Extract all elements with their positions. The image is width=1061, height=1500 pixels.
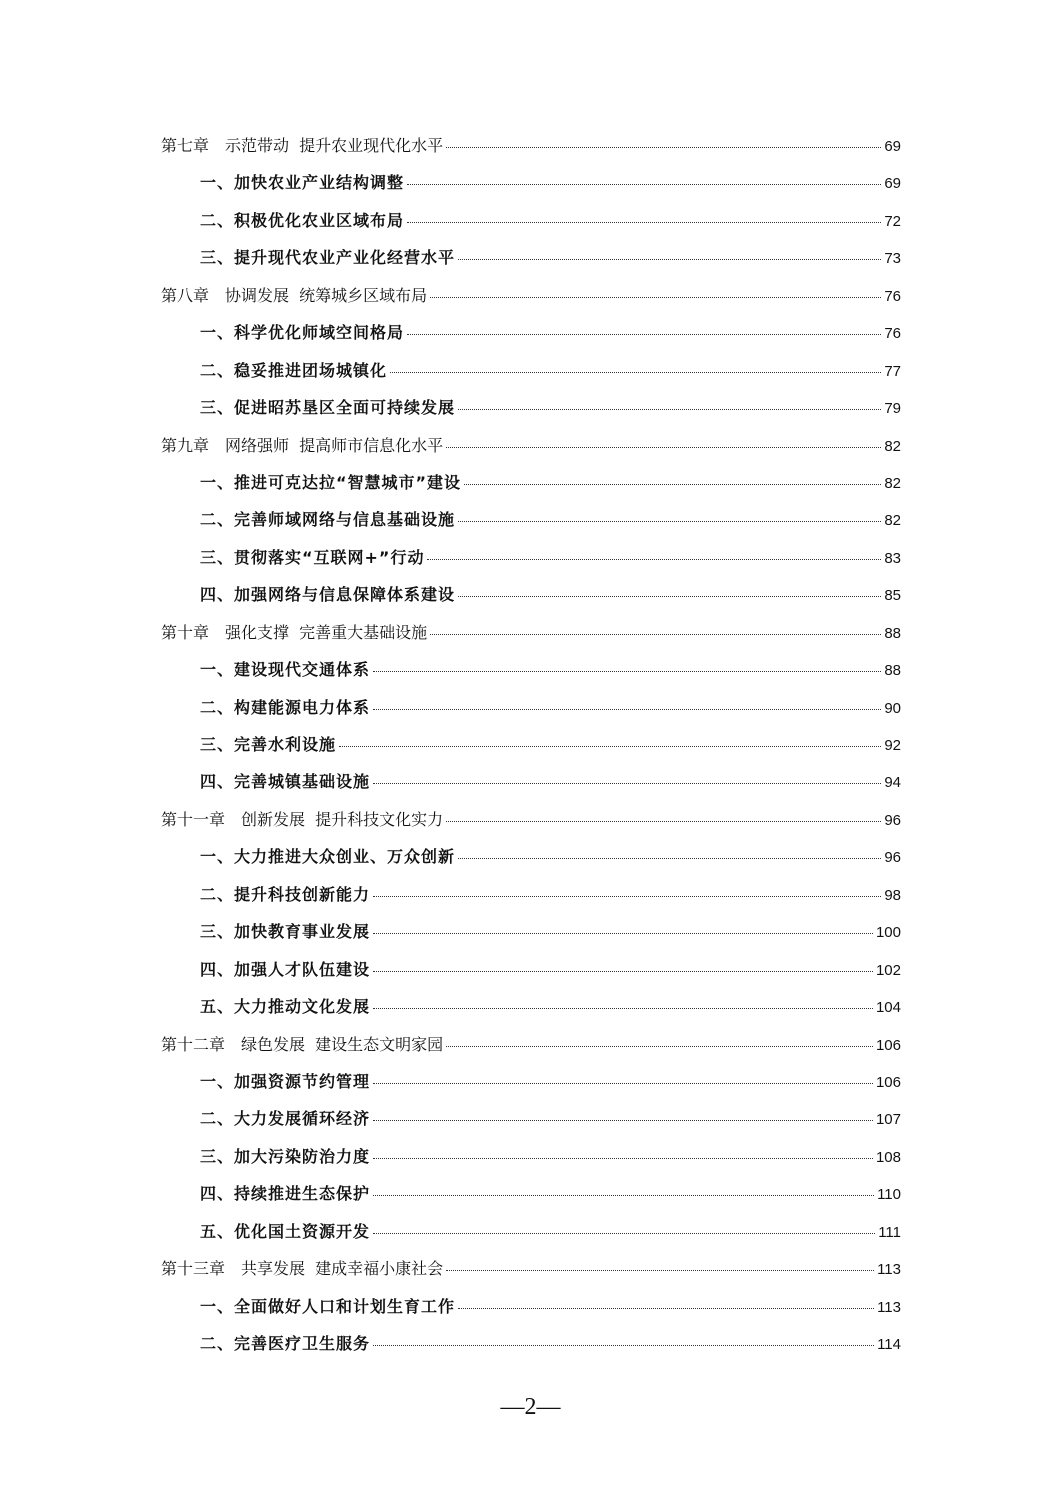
toc-section-entry[interactable]	[161, 732, 901, 769]
dot-leader	[373, 671, 881, 672]
toc-entry-title: 三、加大污染防治力度	[200, 1146, 371, 1166]
toc-section-entry[interactable]	[161, 245, 901, 282]
toc-section-entry[interactable]	[161, 657, 901, 694]
toc-entry-page-number: 79	[884, 400, 901, 418]
toc-entry-title: 第九章 网络强师 提高师市信息化水平	[161, 435, 444, 455]
toc-entry-title: 一、加快农业产业结构调整	[200, 173, 405, 193]
toc-entry-title: 一、加强资源节约管理	[200, 1071, 371, 1091]
dot-leader	[373, 709, 881, 710]
toc-entry-title: 三、贯彻落实“互联网+”行动	[200, 547, 425, 567]
toc-entry-title: 三、完善水利设施	[200, 735, 337, 754]
toc-entry-title: 一、科学优化师域空间格局	[200, 323, 405, 343]
toc-entry-page-number: 113	[877, 1261, 901, 1279]
toc-entry-page-number: 82	[884, 512, 901, 530]
toc-entry-page-number: 85	[884, 587, 901, 605]
toc-entry-page-number: 114	[877, 1336, 901, 1353]
toc-section-entry[interactable]	[161, 695, 901, 732]
dot-leader	[446, 1270, 874, 1271]
toc-entry-page-number: 88	[884, 624, 901, 642]
toc-entry-page-number: 88	[884, 662, 901, 680]
toc-section-entry[interactable]	[161, 1181, 901, 1218]
toc-entry-title: 四、持续推进生态保护	[200, 1184, 371, 1204]
toc-section-entry[interactable]	[161, 1069, 901, 1106]
toc-section-entry[interactable]	[161, 1294, 901, 1331]
toc-entry-page-number: 107	[875, 1111, 901, 1129]
dot-leader	[464, 484, 881, 485]
toc-entry-page-number: 111	[878, 1223, 901, 1241]
dot-leader	[458, 409, 881, 410]
toc-entry-title: 二、构建能源电力体系	[200, 697, 371, 717]
toc-entry-title: 一、建设现代交通体系	[200, 660, 371, 680]
toc-entry-page-number: 106	[875, 1073, 901, 1091]
toc-chapter-entry[interactable]	[161, 1032, 901, 1069]
toc-section-entry[interactable]	[161, 957, 901, 994]
toc-section-entry[interactable]	[161, 320, 901, 357]
dot-leader	[446, 821, 881, 822]
toc-entry-page-number: 106	[875, 1036, 901, 1054]
toc-entry-title: 二、大力发展循环经济	[200, 1109, 371, 1129]
toc-entry-page-number: 98	[884, 886, 901, 904]
toc-entry-title: 第七章 示范带动 提升农业现代化水平	[161, 136, 444, 155]
dot-leader	[373, 896, 881, 897]
toc-entry-title: 二、稳妥推进团场城镇化	[200, 360, 388, 380]
toc-entry-page-number: 113	[877, 1298, 901, 1316]
toc-entry-page-number: 110	[877, 1186, 901, 1204]
table-of-contents	[161, 133, 901, 1368]
dot-leader	[339, 746, 881, 747]
toc-entry-title: 二、积极优化农业区域布局	[200, 210, 405, 230]
toc-entry-title: 一、大力推进大众创业、万众创新	[200, 847, 456, 867]
toc-entry-title: 三、提升现代农业产业化经营水平	[200, 248, 456, 268]
toc-entry-page-number: 104	[875, 999, 901, 1017]
dot-leader	[407, 334, 881, 335]
dot-leader	[458, 521, 881, 522]
toc-section-entry[interactable]	[161, 507, 901, 544]
toc-section-entry[interactable]	[161, 882, 901, 919]
toc-section-entry[interactable]	[161, 582, 901, 619]
toc-entry-page-number: 76	[884, 325, 901, 343]
toc-entry-page-number: 73	[884, 250, 901, 268]
dot-leader	[427, 559, 881, 560]
dot-leader	[373, 971, 873, 972]
dot-leader	[373, 933, 873, 934]
toc-entry-title: 四、完善城镇基础设施	[200, 772, 371, 792]
toc-entry-page-number: 77	[884, 362, 901, 380]
toc-entry-title: 三、加快教育事业发展	[200, 922, 371, 942]
toc-section-entry[interactable]	[161, 208, 901, 245]
toc-entry-title: 五、大力推动文化发展	[200, 997, 371, 1017]
toc-section-entry[interactable]	[161, 545, 901, 582]
toc-entry-page-number: 108	[875, 1148, 901, 1166]
dot-leader	[458, 858, 881, 859]
toc-entry-title: 三、促进昭苏垦区全面可持续发展	[200, 398, 456, 418]
toc-section-entry[interactable]	[161, 769, 901, 806]
dot-leader	[373, 1008, 873, 1009]
toc-entry-page-number: 82	[884, 474, 901, 492]
toc-section-entry[interactable]	[161, 844, 901, 881]
toc-entry-page-number: 72	[884, 212, 901, 230]
toc-entry-page-number: 92	[884, 737, 901, 754]
dot-leader	[373, 1233, 875, 1234]
dot-leader	[430, 297, 881, 298]
toc-entry-page-number: 94	[884, 774, 901, 792]
toc-entry-page-number: 83	[884, 549, 901, 567]
toc-section-entry[interactable]	[161, 919, 901, 956]
toc-entry-title: 五、优化国土资源开发	[200, 1221, 371, 1241]
toc-chapter-entry[interactable]	[161, 133, 901, 170]
toc-section-entry[interactable]	[161, 170, 901, 207]
toc-chapter-entry[interactable]	[161, 620, 901, 657]
toc-entry-title: 四、加强网络与信息保障体系建设	[200, 585, 456, 605]
toc-chapter-entry[interactable]	[161, 807, 901, 844]
toc-section-entry[interactable]	[161, 1144, 901, 1181]
toc-entry-title: 第十二章 绿色发展 建设生态文明家园	[161, 1034, 444, 1054]
toc-entry-title: 一、全面做好人口和计划生育工作	[200, 1296, 456, 1316]
toc-entry-title: 四、加强人才队伍建设	[200, 959, 371, 979]
dot-leader	[390, 372, 881, 373]
dot-leader	[446, 447, 881, 448]
toc-entry-title: 第八章 协调发展 统筹城乡区域布局	[161, 285, 428, 305]
toc-chapter-entry[interactable]	[161, 1256, 901, 1293]
dot-leader	[407, 184, 881, 185]
page-number: —2—	[500, 1394, 561, 1420]
toc-section-entry[interactable]	[161, 994, 901, 1031]
toc-entry-title: 第十一章 创新发展 提升科技文化实力	[161, 809, 444, 829]
dot-leader	[373, 1195, 874, 1196]
toc-entry-page-number: 100	[875, 924, 901, 942]
toc-entry-page-number: 96	[884, 811, 901, 829]
toc-entry-title: 二、完善师域网络与信息基础设施	[200, 510, 456, 530]
toc-section-entry[interactable]	[161, 1331, 901, 1368]
toc-entry-title: 一、推进可克达拉“智慧城市”建设	[200, 472, 462, 492]
dot-leader	[373, 1345, 874, 1346]
toc-entry-page-number: 69	[884, 175, 901, 193]
dot-leader	[373, 783, 881, 784]
toc-entry-page-number: 76	[884, 287, 901, 305]
toc-section-entry[interactable]	[161, 1219, 901, 1256]
toc-entry-title: 二、提升科技创新能力	[200, 884, 371, 904]
dot-leader	[430, 634, 881, 635]
toc-section-entry[interactable]	[161, 358, 901, 395]
dot-leader	[446, 147, 881, 148]
toc-section-entry[interactable]	[161, 470, 901, 507]
toc-entry-page-number: 102	[875, 961, 901, 979]
toc-entry-title: 二、完善医疗卫生服务	[200, 1334, 371, 1353]
toc-chapter-entry[interactable]	[161, 283, 901, 320]
dot-leader	[373, 1083, 873, 1084]
dot-leader	[458, 596, 881, 597]
dot-leader	[407, 222, 881, 223]
toc-entry-page-number: 96	[884, 849, 901, 867]
dot-leader	[373, 1158, 873, 1159]
toc-entry-title: 第十章 强化支撑 完善重大基础设施	[161, 622, 428, 642]
dot-leader	[458, 259, 881, 260]
toc-section-entry[interactable]	[161, 1106, 901, 1143]
dot-leader	[458, 1308, 874, 1309]
toc-entry-page-number: 90	[884, 699, 901, 717]
toc-section-entry[interactable]	[161, 395, 901, 432]
toc-entry-page-number: 69	[884, 138, 901, 155]
dot-leader	[373, 1120, 873, 1121]
toc-entry-title: 第十三章 共享发展 建成幸福小康社会	[161, 1259, 444, 1279]
dot-leader	[446, 1046, 873, 1047]
toc-entry-page-number: 82	[884, 437, 901, 455]
toc-chapter-entry[interactable]	[161, 433, 901, 470]
